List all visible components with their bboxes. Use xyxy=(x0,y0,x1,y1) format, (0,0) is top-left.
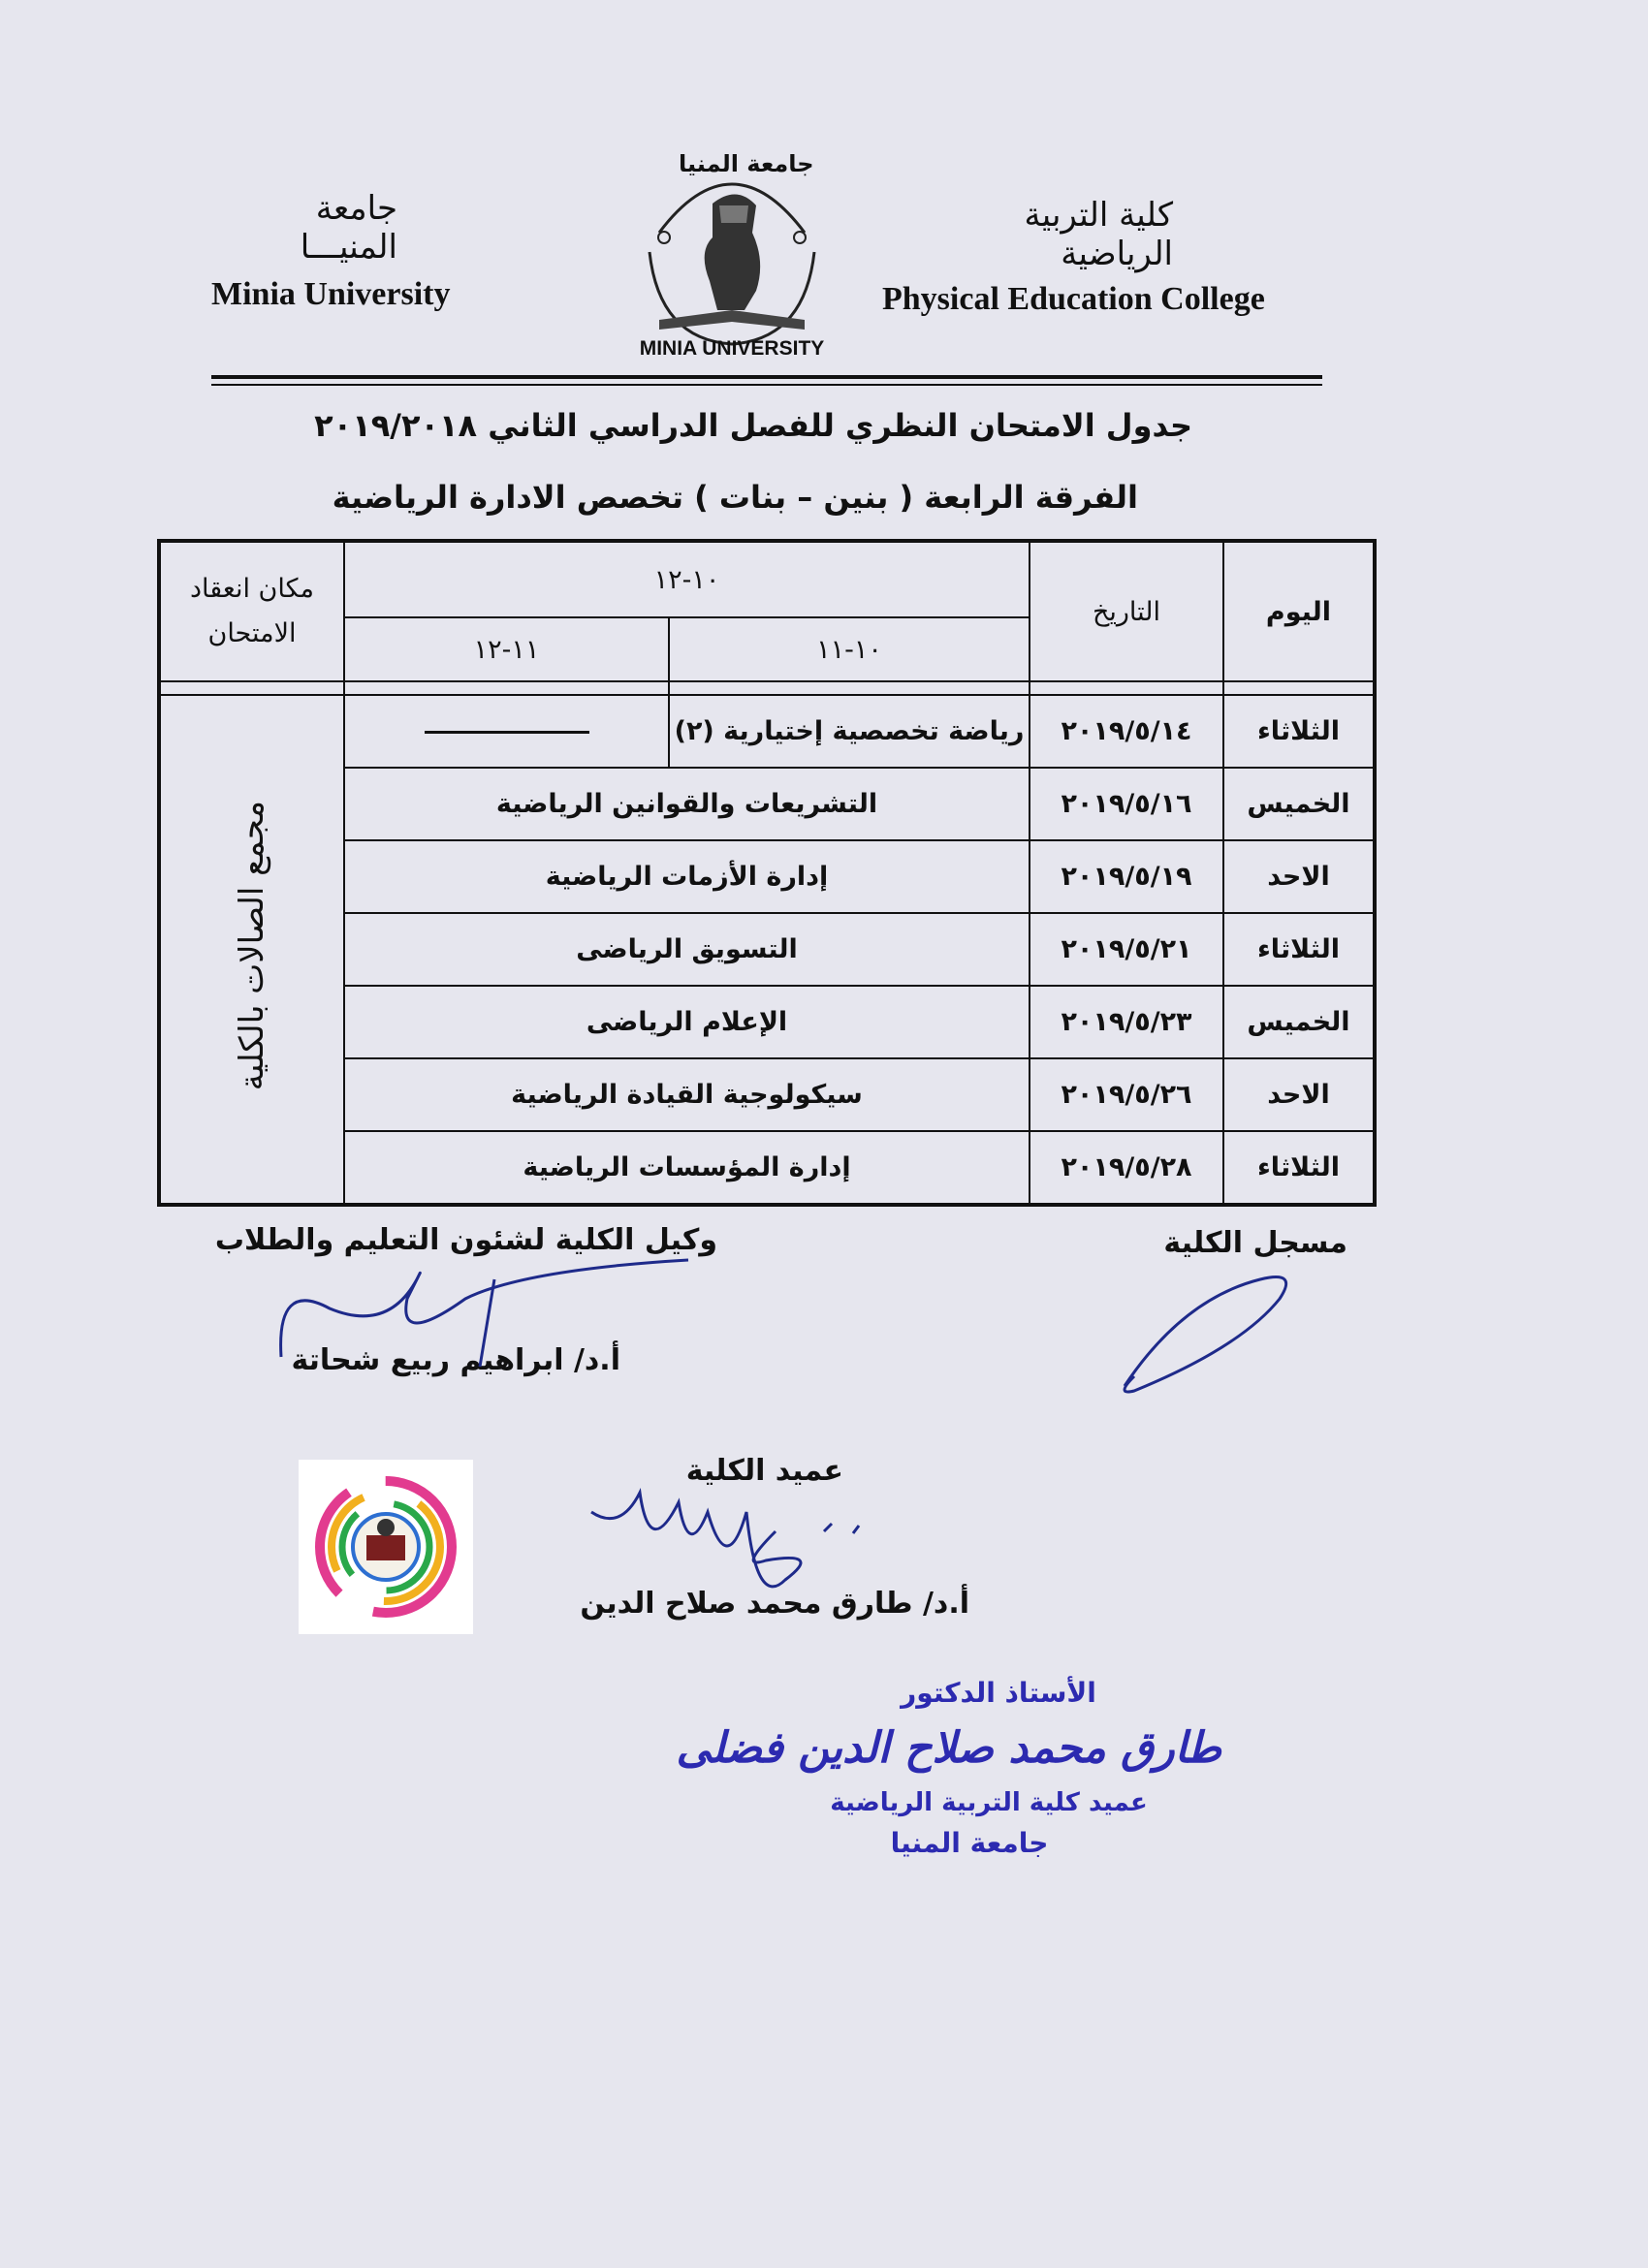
row-date: ٢٠١٩/٥/١٦ xyxy=(1030,768,1223,840)
row-date: ٢٠١٩/٥/١٤ xyxy=(1030,695,1223,768)
dean-name: أ.د/ طارق محمد صلاح الدين xyxy=(580,1587,969,1621)
logo-top-text: جامعة المنيا xyxy=(679,150,814,177)
header-rule xyxy=(211,375,1322,379)
vice-dean-signature xyxy=(271,1241,698,1376)
separator-cell xyxy=(1223,681,1375,695)
college-name-ar: كلية التربية الرياضية xyxy=(1024,196,1173,273)
row-date: ٢٠١٩/٥/٢٦ xyxy=(1030,1058,1223,1131)
row-subject: سيكولوجية القيادة الرياضية xyxy=(344,1058,1030,1131)
logo-bottom-text: MINIA UNIVERSITY xyxy=(639,337,825,360)
dean-title: عميد الكلية xyxy=(685,1454,843,1488)
venue-value: مجمع الصالات بالكلية xyxy=(233,801,271,1091)
stamp-line-2: طارق محمد صلاح الدين فضلى xyxy=(676,1723,1221,1773)
row-date: ٢٠١٩/٥/٢١ xyxy=(1030,913,1223,986)
row-empty-slot xyxy=(344,695,669,768)
exam-schedule-table xyxy=(157,539,1377,1207)
row-date: ٢٠١٩/٥/١٩ xyxy=(1030,840,1223,913)
row-day: الخميس xyxy=(1223,986,1375,1058)
row-day: الثلاثاء xyxy=(1223,1131,1375,1205)
row-subject: التسويق الرياضى xyxy=(344,913,1030,986)
stamp-line-4: جامعة المنيا xyxy=(890,1827,1049,1859)
row-subject: الإعلام الرياضى xyxy=(344,986,1030,1058)
row-date: ٢٠١٩/٥/٢٨ xyxy=(1030,1131,1223,1205)
row-subject: التشريعات والقوانين الرياضية xyxy=(344,768,1030,840)
vice-dean-title: وكيل الكلية لشئون التعليم والطلاب xyxy=(214,1223,717,1257)
schedule-title: جدول الامتحان النظري للفصل الدراسي الثاني ٢٠١٩/٢٠١٨ xyxy=(314,407,1192,444)
registrar-title: مسجل الكلية xyxy=(1163,1226,1347,1260)
header-venue: مكان انعقاد الامتحان xyxy=(159,541,344,681)
header-rule-thin xyxy=(211,384,1322,386)
empty-dash xyxy=(425,731,589,734)
row-subject: إدارة المؤسسات الرياضية xyxy=(344,1131,1030,1205)
table-header-row xyxy=(159,541,1375,617)
college-name-en: Physical Education College xyxy=(882,281,1265,317)
separator-cell xyxy=(669,681,1030,695)
row-day: الخميس xyxy=(1223,768,1375,840)
header-day: اليوم xyxy=(1223,541,1375,681)
table-separator-row xyxy=(159,681,1375,695)
schedule-subtitle: الفرقة الرابعة ( بنين – بنات ) تخصص الادارة الرياضية xyxy=(332,479,1138,516)
row-date: ٢٠١٩/٥/٢٣ xyxy=(1030,986,1223,1058)
separator-cell xyxy=(344,681,669,695)
dean-signature xyxy=(582,1473,892,1609)
header-date: التاريخ xyxy=(1030,541,1223,681)
media-logo xyxy=(299,1460,473,1634)
header-time-b: ١١-١٢ xyxy=(344,617,669,681)
university-name-ar: جامعة المنيـــا xyxy=(300,189,397,267)
row-day: الاحد xyxy=(1223,840,1375,913)
header-time-a: ١٠-١١ xyxy=(669,617,1030,681)
row-day: الاحد xyxy=(1223,1058,1375,1131)
university-logo xyxy=(620,145,843,368)
stamp-line-3: عميد كلية التربية الرياضية xyxy=(830,1788,1148,1817)
registrar-signature xyxy=(1105,1260,1328,1396)
stamp-line-1: الأستاذ الدكتور xyxy=(901,1677,1096,1709)
vice-dean-name: أ.د/ ابراهيم ربيع شحاتة xyxy=(291,1343,620,1377)
row-day: الثلاثاء xyxy=(1223,695,1375,768)
row-day: الثلاثاء xyxy=(1223,913,1375,986)
venue-cell xyxy=(159,695,344,1205)
separator-cell xyxy=(1030,681,1223,695)
header-time: ١٠-١٢ xyxy=(344,541,1030,617)
separator-cell xyxy=(159,681,344,695)
table-row xyxy=(159,695,1375,768)
university-name-en: Minia University xyxy=(211,276,451,312)
row-subject: رياضة تخصصية إختيارية (٢) xyxy=(669,695,1030,768)
row-subject: إدارة الأزمات الرياضية xyxy=(344,840,1030,913)
